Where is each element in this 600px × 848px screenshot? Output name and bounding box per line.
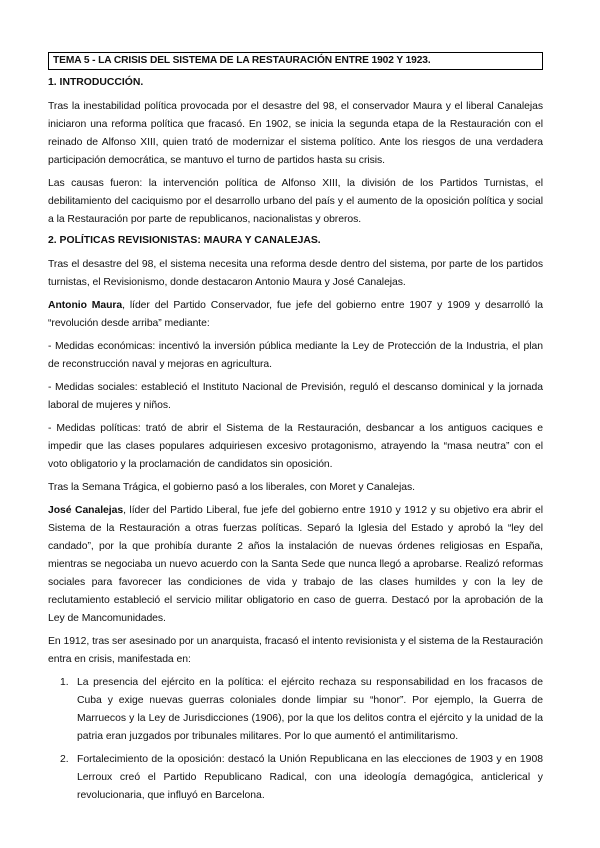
maura-political-measures: - Medidas políticas: trató de abrir el Sistema de la Restauración, desbancar a los antiguos caciques e impedir que las clases populares adquiriesen excesivo protagonismo, atrayendo la “masa neutra” con el voto obligatorio y la proclamación de candidatos sin oposición. <box>48 423 543 470</box>
section-2-heading: 2. POLÍTICAS REVISIONISTAS: MAURA Y CANALEJAS. <box>48 235 321 246</box>
section-1-paragraph-1: Tras la inestabilidad política provocada por el desastre del 98, el conservador Maura y el liberal Canalejas iniciaron una reforma política que fracasó. En 1902, se inicia la segunda etapa de la Restauración con el reinado de Alfonso XIII, quien trató de modernizar el sistema político. Ante los riesgos de una verdadera participación democrática, se mantuvo el turno de partidos hasta su crisis. <box>48 101 543 166</box>
maura-name: Antonio Maura <box>48 300 123 311</box>
canalejas-text: , líder del Partido Liberal, fue jefe del gobierno entre 1910 y 1912 y su objetivo era abrir el Sistema de la Restauración a otras fuerzas políticas. Separó la Iglesia del Estado y aprobó la “ley del candado”, por la que prohibía durante 2 años la instalación de nuevas órdenes religiosas en España, mientras se negociaba un nuevo acuerdo con la Santa Sede que nunca llegó a aprobarse. Realizó reformas sociales para favorecer las condiciones de vida y trabajo de las clases humildes y con la ley de reclutamiento estableció el servicio militar obligatorio en caso de guerra. Destacó por la aprobación de la Ley de Mancomunidades. <box>48 505 544 624</box>
list-item-text: La presencia del ejército en la política: el ejército rechaza su responsabilidad en los fracasos de Cuba y exige nuevas guerras coloniales donde limpiar su “honor”. Por ejemplo, la Guerra de Marruecos y la Ley de Jurisdicciones (1906), por la que los delitos contra el ejército y la unidad de la patria eran juzgados por tribunales militares. Por lo que aumentó el antimilitarismo. <box>77 677 543 742</box>
list-item <box>48 751 543 805</box>
list-item-text: Fortalecimiento de la oposición: destacó la Unión Republicana en las elecciones de 1903 y en 1908 Lerroux creó el Partido Republicano Radical, con una ideología demagógica, anticlerical y revolucionaria, que influyó en Barcelona. <box>77 754 543 801</box>
document-body <box>48 52 543 810</box>
crisis-list <box>48 674 543 805</box>
canalejas-paragraph <box>48 502 543 628</box>
semana-tragica-paragraph: Tras la Semana Trágica, el gobierno pasó a los liberales, con Moret y Canalejas. <box>48 482 415 493</box>
maura-social-measures: - Medidas sociales: estableció el Instituto Nacional de Previsión, reguló el descanso dominical y la jornada laboral de mujeres y niños. <box>48 382 543 411</box>
canalejas-name: José Canalejas <box>48 505 124 516</box>
maura-economic-measures: - Medidas económicas: incentivó la inversión pública mediante la Ley de Protección de la Industria, el plan de reconstrucción naval y mejoras en agricultura. <box>48 341 543 370</box>
crisis-1912-paragraph: En 1912, tras ser asesinado por un anarquista, fracasó el intento revisionista y el sistema de la Restauración entra en crisis, manifestada en: <box>48 636 543 665</box>
list-item-number: 2. <box>60 754 69 765</box>
list-item-number: 1. <box>60 677 69 688</box>
section-2-paragraph-1: Tras el desastre del 98, el sistema necesita una reforma desde dentro del sistema, por parte de los partidos turnistas, el Revisionismo, donde destacaron Antonio Maura y José Canalejas. <box>48 259 543 288</box>
document-title: TEMA 5 - LA CRISIS DEL SISTEMA DE LA RESTAURACIÓN ENTRE 1902 Y 1923. <box>48 52 543 70</box>
section-1-heading: 1. INTRODUCCIÓN. <box>48 77 144 88</box>
maura-text: , líder del Partido Conservador, fue jefe del gobierno entre 1907 y 1909 y desarrolló la “revolución desde arriba” mediante: <box>48 300 543 329</box>
maura-paragraph <box>48 297 543 333</box>
list-item <box>48 674 543 746</box>
section-1-paragraph-2: Las causas fueron: la intervención política de Alfonso XIII, la división de los Partidos Turnistas, el debilitamiento del caciquismo por el desarrollo urbano del país y el aumento de la oposición política y social a la Restauración por parte de republicanos, nacionalistas y obreros. <box>48 178 543 225</box>
